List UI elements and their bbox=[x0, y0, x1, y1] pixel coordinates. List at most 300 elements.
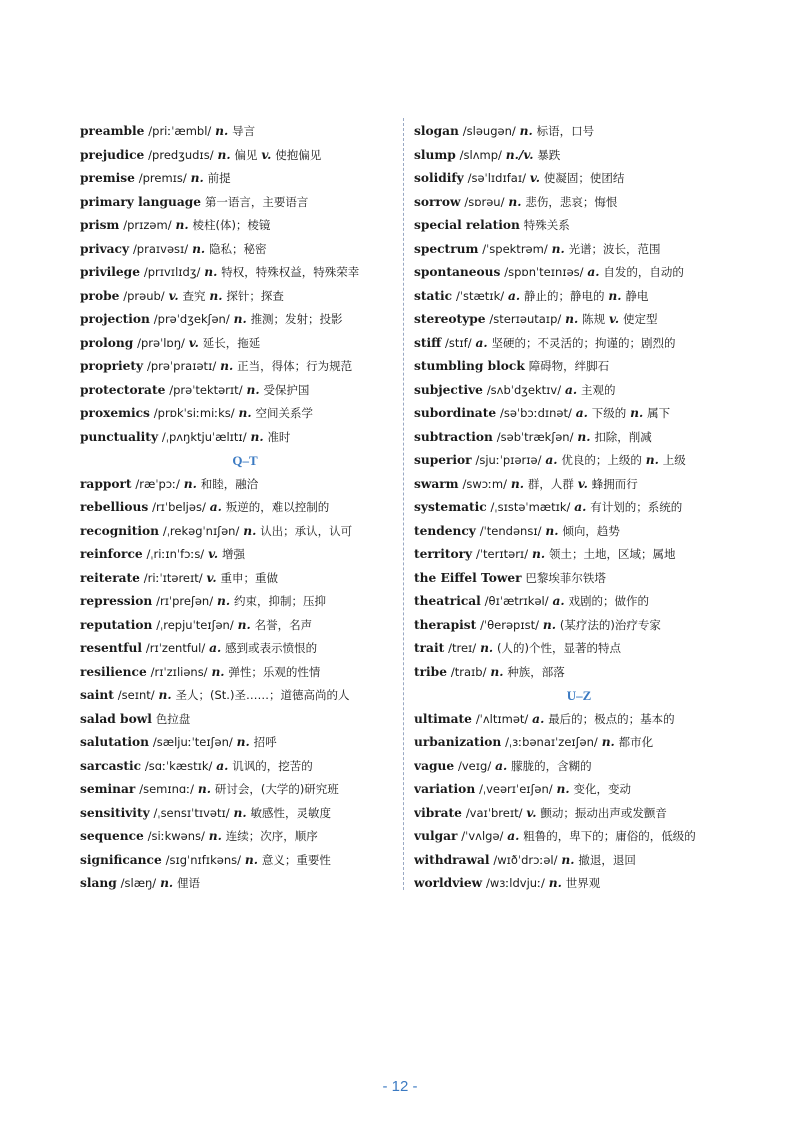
entry-word: vulgar bbox=[414, 829, 458, 843]
entry-definition: 第一语言，主要语言 bbox=[204, 194, 309, 209]
entry-word: probe bbox=[80, 288, 120, 303]
entry-definition: 世界观 bbox=[565, 876, 601, 890]
entry-phonetic: /priːˈæmbl/ bbox=[148, 124, 212, 138]
entry-pos: v. bbox=[206, 570, 217, 585]
entry-word: stereotype bbox=[414, 312, 486, 326]
entry-pos: n. bbox=[531, 547, 546, 561]
glossary-entry bbox=[80, 355, 410, 379]
glossary-entry bbox=[80, 238, 410, 262]
entry-word: punctuality bbox=[80, 429, 159, 444]
entry-word: sorrow bbox=[414, 194, 461, 209]
entry-pos: n. bbox=[233, 805, 247, 820]
entry-phonetic: /semɪnɑː/ bbox=[139, 782, 194, 796]
entry-pos: n. bbox=[209, 288, 223, 303]
glossary-entry bbox=[80, 755, 410, 779]
glossary-entry bbox=[80, 167, 410, 191]
glossary-entry bbox=[414, 731, 744, 755]
entry-phonetic: /vaɪˈbreɪt/ bbox=[465, 805, 523, 820]
entry-word: rebellious bbox=[80, 500, 149, 514]
entry-word: salad bowl bbox=[80, 711, 152, 726]
entry-word: spontaneous bbox=[414, 265, 501, 279]
entry-definition: 使抱偏见 bbox=[275, 147, 322, 162]
entry-pos: n. bbox=[236, 735, 250, 749]
glossary-entry bbox=[80, 496, 410, 520]
entry-definition: 色拉盘 bbox=[155, 711, 191, 726]
entry-definition: 使定型 bbox=[622, 312, 658, 326]
entry-word: special relation bbox=[414, 218, 520, 232]
entry-definition: 主观的 bbox=[580, 382, 616, 397]
entry-phonetic: /seɪnt/ bbox=[117, 688, 155, 702]
entry-definition: 悲伤，悲哀；悔恨 bbox=[525, 194, 618, 209]
entry-word: reputation bbox=[80, 617, 153, 632]
entry-word: projection bbox=[80, 312, 150, 326]
entry-word: reinforce bbox=[80, 547, 143, 561]
entry-phonetic: /wɜːldvjuː/ bbox=[486, 876, 545, 890]
entry-pos: n. bbox=[630, 406, 644, 420]
glossary-entry bbox=[80, 825, 410, 849]
entry-pos: n. bbox=[183, 476, 197, 491]
entry-pos: n. bbox=[551, 241, 565, 256]
entry-pos: v. bbox=[529, 171, 540, 185]
entry-pos: a. bbox=[209, 500, 222, 514]
section-heading: Q–T bbox=[232, 453, 258, 468]
glossary-entry bbox=[414, 167, 744, 191]
entry-word: slang bbox=[80, 876, 117, 890]
entry-word: prolong bbox=[80, 335, 134, 350]
entry-pos: n. bbox=[192, 241, 206, 256]
entry-definition: 受保护国 bbox=[263, 382, 310, 397]
entry-word: vague bbox=[414, 758, 455, 773]
glossary-entry bbox=[414, 614, 744, 638]
entry-phonetic: /ˌriːɪnˈfɔːs/ bbox=[146, 547, 205, 561]
column-divider bbox=[403, 118, 404, 890]
entry-definition: 使凝固；使团结 bbox=[543, 171, 625, 185]
entry-phonetic: /ˈterɪtərɪ/ bbox=[476, 547, 529, 561]
entry-word: slump bbox=[414, 147, 456, 162]
entry-definition: 蜂拥而行 bbox=[591, 476, 638, 491]
entry-word: trait bbox=[414, 641, 445, 655]
entry-definition: 正当，得体；行为规范 bbox=[237, 359, 353, 373]
entry-definition: 属下 bbox=[647, 406, 671, 420]
entry-word: variation bbox=[414, 782, 476, 796]
entry-phonetic: /sterɪəutaɪp/ bbox=[489, 312, 562, 326]
entry-word: the Eiffel Tower bbox=[414, 570, 522, 585]
entry-pos: n. bbox=[220, 359, 234, 373]
glossary-entry bbox=[414, 802, 744, 826]
entry-phonetic: /ˌɜːbənaɪˈzeɪʃən/ bbox=[505, 735, 598, 749]
entry-word: reiterate bbox=[80, 570, 140, 585]
glossary-entry bbox=[414, 825, 744, 849]
entry-phonetic: /prɪzəm/ bbox=[123, 218, 172, 232]
entry-definition: 静止的；静电的 bbox=[524, 288, 605, 303]
entry-word: prejudice bbox=[80, 147, 145, 162]
entry-word: tendency bbox=[414, 523, 476, 538]
entry-pos: n. bbox=[548, 876, 562, 890]
entry-word: subtraction bbox=[414, 429, 493, 444]
entry-word: theatrical bbox=[414, 594, 481, 608]
glossary-entry bbox=[414, 543, 744, 567]
entry-pos: a. bbox=[532, 711, 545, 726]
entry-definition: 敏感性，灵敏度 bbox=[250, 805, 332, 820]
entry-definition: 俚语 bbox=[177, 876, 201, 890]
glossary-entry bbox=[414, 637, 744, 661]
entry-word: salutation bbox=[80, 735, 150, 749]
entry-pos: a. bbox=[574, 500, 587, 514]
glossary-entry bbox=[414, 332, 744, 356]
glossary-entry bbox=[414, 473, 744, 497]
entry-word: stiff bbox=[414, 335, 442, 350]
entry-definition: 撤退，退回 bbox=[578, 852, 636, 867]
entry-phonetic: /sɒrəu/ bbox=[464, 194, 505, 209]
entry-phonetic: /treɪ/ bbox=[448, 641, 477, 655]
entry-phonetic: /siːkwəns/ bbox=[147, 829, 205, 843]
entry-definition: 暴跌 bbox=[537, 147, 561, 162]
entry-definition: 种族，部落 bbox=[507, 664, 565, 679]
entry-pos: n. bbox=[246, 382, 260, 397]
entry-phonetic: /ˈstætɪk/ bbox=[455, 288, 505, 303]
entry-definition: 优良的；上级的 bbox=[561, 453, 642, 467]
glossary-entry bbox=[80, 285, 410, 309]
entry-pos: n. bbox=[556, 782, 570, 796]
entry-definition: 重申；重做 bbox=[220, 570, 279, 585]
entry-phonetic: /sləugən/ bbox=[462, 124, 516, 138]
entry-definition: 感到或表示愤恨的 bbox=[225, 641, 318, 655]
entry-pos: v. bbox=[608, 312, 620, 326]
entry-word: protectorate bbox=[80, 382, 166, 397]
entry-definition: 讥讽的，挖苦的 bbox=[232, 758, 313, 773]
entry-phonetic: /prəˈpraɪətɪ/ bbox=[147, 359, 217, 373]
entry-definition: 巴黎埃菲尔铁塔 bbox=[525, 570, 606, 585]
entry-definition: 光谱；波长，范围 bbox=[568, 241, 661, 256]
entry-definition: 标语，口号 bbox=[536, 124, 595, 138]
entry-phonetic: /ˈθerəpɪst/ bbox=[480, 617, 539, 632]
entry-pos: n. bbox=[490, 664, 504, 679]
glossary-entry bbox=[80, 872, 410, 896]
entry-phonetic: /swɔːm/ bbox=[462, 476, 507, 491]
entry-word: tribe bbox=[414, 664, 447, 679]
entry-definition: 有计划的；系统的 bbox=[590, 500, 683, 514]
entry-phonetic: /sɪgˈnɪfɪkəns/ bbox=[165, 852, 241, 867]
entry-pos: n. bbox=[480, 641, 494, 655]
glossary-entry bbox=[414, 308, 744, 332]
entry-phonetic: /rɪˈzentful/ bbox=[145, 641, 206, 655]
entry-phonetic: /θɪˈætrɪkəl/ bbox=[484, 594, 549, 608]
entry-phonetic: /ˌrekəgˈnɪʃən/ bbox=[162, 523, 240, 538]
entry-definition: 特权，特殊权益，特殊荣幸 bbox=[221, 265, 360, 279]
entry-definition: 研讨会，(大学的)研究班 bbox=[214, 782, 339, 796]
entry-phonetic: /praɪvəsɪ/ bbox=[132, 241, 189, 256]
entry-definition: 圣人；(St.)圣……；道德高尚的人 bbox=[175, 688, 350, 702]
entry-word: solidify bbox=[414, 171, 464, 185]
entry-pos: v. bbox=[526, 805, 537, 820]
entry-definition: 下级的 bbox=[591, 406, 627, 420]
entry-phonetic: /stɪf/ bbox=[445, 335, 472, 350]
glossary-entry bbox=[80, 637, 410, 661]
entry-pos: n. bbox=[519, 124, 533, 138]
entry-definition: 变化，变动 bbox=[573, 782, 632, 796]
entry-phonetic: /spɒnˈteɪnɪəs/ bbox=[504, 265, 584, 279]
entry-phonetic: /sʌbˈdʒektɪv/ bbox=[486, 382, 562, 397]
entry-word: subordinate bbox=[414, 406, 497, 420]
entry-pos: n. bbox=[197, 782, 211, 796]
entry-definition: 弹性；乐观的性情 bbox=[228, 664, 321, 679]
glossary-entry bbox=[414, 144, 744, 168]
glossary-entry bbox=[414, 214, 744, 238]
entry-definition: 偏见 bbox=[234, 147, 258, 162]
entry-definition: 名誉，名声 bbox=[254, 617, 313, 632]
entry-word: withdrawal bbox=[414, 852, 490, 867]
entry-word: sensitivity bbox=[80, 805, 150, 820]
entry-word: stumbling block bbox=[414, 359, 525, 373]
entry-definition: 棱柱(体)；棱镜 bbox=[192, 218, 271, 232]
glossary-entry bbox=[414, 849, 744, 873]
entry-pos: n. bbox=[158, 688, 172, 702]
glossary-entry bbox=[414, 285, 744, 309]
entry-definition: 探针；探查 bbox=[226, 288, 284, 303]
entry-pos: a. bbox=[575, 406, 588, 420]
entry-pos: n. bbox=[238, 406, 252, 420]
entry-pos: a. bbox=[552, 594, 565, 608]
entry-phonetic: /ræˈpɔː/ bbox=[135, 476, 180, 491]
entry-definition: 推测；发射；投影 bbox=[250, 312, 343, 326]
entry-word: sequence bbox=[80, 829, 144, 843]
entry-pos: n. bbox=[243, 523, 257, 538]
entry-pos: a. bbox=[545, 453, 558, 467]
entry-pos: a. bbox=[564, 382, 578, 397]
entry-definition: 领土；土地，区域；属地 bbox=[548, 547, 676, 561]
entry-definition: 导言 bbox=[232, 124, 256, 138]
entry-word: systematic bbox=[414, 500, 487, 514]
entry-phonetic: /prɒkˈsiːmiːks/ bbox=[153, 406, 235, 420]
glossary-entry bbox=[80, 426, 410, 450]
entry-definition: 倾向，趋势 bbox=[562, 523, 620, 538]
entry-word: therapist bbox=[414, 617, 477, 632]
entry-definition: 特殊关系 bbox=[523, 218, 570, 232]
entry-phonetic: /səbˈtrækʃən/ bbox=[496, 429, 574, 444]
entry-pos: v. bbox=[261, 147, 272, 162]
glossary-entry bbox=[80, 590, 410, 614]
section-heading: U–Z bbox=[566, 688, 592, 703]
glossary-entry bbox=[414, 496, 744, 520]
entry-definition: 和睦，融洽 bbox=[200, 476, 259, 491]
entry-definition: 招呼 bbox=[253, 735, 277, 749]
entry-pos: a. bbox=[507, 288, 521, 303]
glossary-entry bbox=[80, 214, 410, 238]
glossary-column-left bbox=[80, 120, 410, 896]
entry-phonetic: /sjuːˈpɪərɪə/ bbox=[475, 453, 542, 467]
entry-pos: n. bbox=[211, 664, 225, 679]
entry-pos: n. bbox=[510, 476, 524, 491]
entry-pos: n. bbox=[215, 124, 229, 138]
entry-word: slogan bbox=[414, 124, 459, 138]
glossary-entry bbox=[80, 120, 410, 144]
glossary-entry bbox=[414, 567, 744, 591]
entry-definition: 陈规 bbox=[582, 312, 606, 326]
entry-pos: n. bbox=[160, 876, 174, 890]
entry-definition: (某疗法的)治疗专家 bbox=[559, 617, 661, 632]
entry-definition: 坚硬的；不灵活的；拘谨的；剧烈的 bbox=[491, 335, 676, 350]
glossary-entry bbox=[414, 708, 744, 732]
entry-pos: n. bbox=[175, 218, 189, 232]
glossary-entry bbox=[414, 191, 744, 215]
entry-pos: a. bbox=[475, 335, 488, 350]
glossary-entry bbox=[80, 543, 410, 567]
glossary-entry bbox=[414, 261, 744, 285]
entry-word: rapport bbox=[80, 476, 132, 491]
entry-pos: n. bbox=[233, 312, 247, 326]
glossary-entry bbox=[80, 261, 410, 285]
entry-phonetic: /ˌrepjuˈteɪʃən/ bbox=[156, 617, 234, 632]
entry-word: resilience bbox=[80, 664, 147, 679]
entry-phonetic: /rɪˈpreʃən/ bbox=[156, 594, 214, 608]
entry-word: preamble bbox=[80, 124, 145, 138]
glossary-column-right bbox=[414, 120, 744, 896]
entry-word: saint bbox=[80, 688, 114, 702]
entry-definition: 隐私；秘密 bbox=[209, 241, 267, 256]
glossary-entry bbox=[80, 332, 410, 356]
entry-definition: 障碍物，绊脚石 bbox=[528, 359, 610, 373]
glossary-entry bbox=[80, 849, 410, 873]
entry-phonetic: /prəˈdʒekʃən/ bbox=[153, 312, 230, 326]
entry-definition: 最后的；极点的；基本的 bbox=[548, 711, 675, 726]
entry-definition: 查究 bbox=[182, 288, 206, 303]
glossary-entry bbox=[80, 708, 410, 732]
entry-phonetic: /prəˈtektərɪt/ bbox=[169, 382, 243, 397]
entry-word: privacy bbox=[80, 241, 130, 256]
entry-phonetic: /slʌmp/ bbox=[459, 147, 502, 162]
entry-pos: n. bbox=[545, 523, 559, 538]
entry-phonetic: /rɪˈbeljəs/ bbox=[152, 500, 206, 514]
entry-pos: n. bbox=[204, 265, 218, 279]
glossary-entry bbox=[414, 355, 744, 379]
glossary-entry bbox=[80, 778, 410, 802]
glossary-entry bbox=[414, 402, 744, 426]
glossary-entry bbox=[414, 379, 744, 403]
glossary-entry bbox=[80, 402, 410, 426]
entry-definition: 都市化 bbox=[618, 735, 654, 749]
entry-definition: 戏剧的；做作的 bbox=[568, 594, 649, 608]
entry-definition: 朦胧的，含糊的 bbox=[511, 758, 592, 773]
entry-phonetic: /ˌpʌŋktjuˈælɪtɪ/ bbox=[161, 429, 247, 444]
glossary-entry bbox=[80, 614, 410, 638]
entry-phonetic: /ˈtendənsɪ/ bbox=[479, 523, 542, 538]
entry-phonetic: /ˌveərɪˈeɪʃən/ bbox=[479, 782, 553, 796]
glossary-entry bbox=[414, 778, 744, 802]
glossary-entry bbox=[414, 520, 744, 544]
entry-phonetic: /ˈʌltɪmət/ bbox=[475, 711, 529, 726]
entry-word: urbanization bbox=[414, 735, 502, 749]
entry-phonetic: /traɪb/ bbox=[450, 664, 487, 679]
entry-pos: n. bbox=[250, 429, 264, 444]
entry-definition: (人的)个性，显著的特点 bbox=[497, 641, 622, 655]
entry-pos: a. bbox=[587, 265, 600, 279]
entry-phonetic: /predʒudɪs/ bbox=[148, 147, 214, 162]
entry-definition: 上级 bbox=[662, 453, 686, 467]
glossary-entry bbox=[80, 379, 410, 403]
entry-word: worldview bbox=[414, 876, 483, 890]
entry-word: primary language bbox=[80, 194, 202, 209]
entry-phonetic: /sɑːˈkæstɪk/ bbox=[144, 758, 213, 773]
glossary-entry bbox=[80, 567, 410, 591]
entry-phonetic: /ˌsɪstəˈmætɪk/ bbox=[490, 500, 571, 514]
page-number: - 12 - bbox=[382, 1078, 418, 1095]
entry-definition: 自发的，自动的 bbox=[603, 265, 684, 279]
glossary-entry bbox=[80, 144, 410, 168]
entry-pos: v. bbox=[168, 288, 179, 303]
entry-phonetic: /prəˈlɒŋ/ bbox=[137, 335, 185, 350]
entry-definition: 增强 bbox=[222, 547, 246, 561]
entry-definition: 连续；次序，顺序 bbox=[225, 829, 318, 843]
entry-word: recognition bbox=[80, 523, 159, 538]
entry-definition: 静电 bbox=[625, 288, 649, 303]
entry-phonetic: /ˈspektrəm/ bbox=[482, 241, 548, 256]
entry-word: privilege bbox=[80, 265, 140, 279]
entry-pos: n. bbox=[645, 453, 659, 467]
entry-definition: 延长，拖延 bbox=[202, 335, 261, 350]
entry-pos: v. bbox=[577, 476, 588, 491]
entry-pos: n. bbox=[542, 617, 556, 632]
entry-definition: 约束，抑制；压抑 bbox=[233, 594, 326, 608]
entry-pos: n. bbox=[208, 829, 222, 843]
entry-word: subjective bbox=[414, 382, 483, 397]
entry-word: superior bbox=[414, 453, 472, 467]
entry-word: territory bbox=[414, 547, 473, 561]
entry-pos: a. bbox=[495, 758, 508, 773]
glossary-entry bbox=[414, 449, 744, 473]
glossary-entry bbox=[80, 191, 410, 215]
glossary-entry bbox=[414, 426, 744, 450]
entry-phonetic: /ˈvʌlgə/ bbox=[461, 829, 504, 843]
entry-pos: a. bbox=[216, 758, 229, 773]
entry-word: significance bbox=[80, 852, 162, 867]
entry-word: proxemics bbox=[80, 406, 150, 420]
entry-phonetic: /prəub/ bbox=[123, 288, 165, 303]
entry-phonetic: /riːˈɪtəreɪt/ bbox=[143, 570, 203, 585]
entry-pos: n. bbox=[508, 194, 522, 209]
entry-phonetic: /rɪˈzɪliəns/ bbox=[150, 664, 208, 679]
entry-definition: 颤动；振动出声或发颤音 bbox=[540, 805, 667, 820]
entry-word: seminar bbox=[80, 782, 136, 796]
entry-word: repression bbox=[80, 594, 153, 608]
entry-phonetic: /prɪvɪlɪdʒ/ bbox=[143, 265, 201, 279]
entry-definition: 粗鲁的，卑下的；庸俗的，低级的 bbox=[523, 829, 696, 843]
entry-pos: n. bbox=[244, 852, 258, 867]
glossary-entry bbox=[80, 520, 410, 544]
entry-definition: 准时 bbox=[267, 429, 291, 444]
entry-definition: 空间关系学 bbox=[255, 406, 314, 420]
entry-word: prism bbox=[80, 218, 120, 232]
entry-definition: 意义；重要性 bbox=[261, 852, 331, 867]
entry-definition: 群，人群 bbox=[527, 476, 574, 491]
entry-pos: n. bbox=[608, 288, 622, 303]
entry-pos: n. bbox=[216, 594, 231, 608]
glossary-entry bbox=[80, 731, 410, 755]
entry-pos: n./v. bbox=[505, 147, 534, 162]
entry-definition: 前提 bbox=[207, 171, 231, 185]
entry-word: static bbox=[414, 288, 453, 303]
glossary-entry bbox=[414, 120, 744, 144]
entry-phonetic: /wɪðˈdrɔːəl/ bbox=[493, 852, 558, 867]
entry-word: ultimate bbox=[414, 711, 472, 726]
entry-word: premise bbox=[80, 171, 135, 185]
entry-pos: n. bbox=[237, 617, 251, 632]
entry-phonetic: /səˈbɔːdɪnət/ bbox=[499, 406, 572, 420]
entry-pos: n. bbox=[577, 429, 591, 444]
entry-phonetic: /ˌsensɪˈtɪvətɪ/ bbox=[153, 805, 230, 820]
entry-definition: 扣除，削减 bbox=[594, 429, 652, 444]
glossary-entry bbox=[80, 308, 410, 332]
entry-pos: n. bbox=[561, 852, 575, 867]
